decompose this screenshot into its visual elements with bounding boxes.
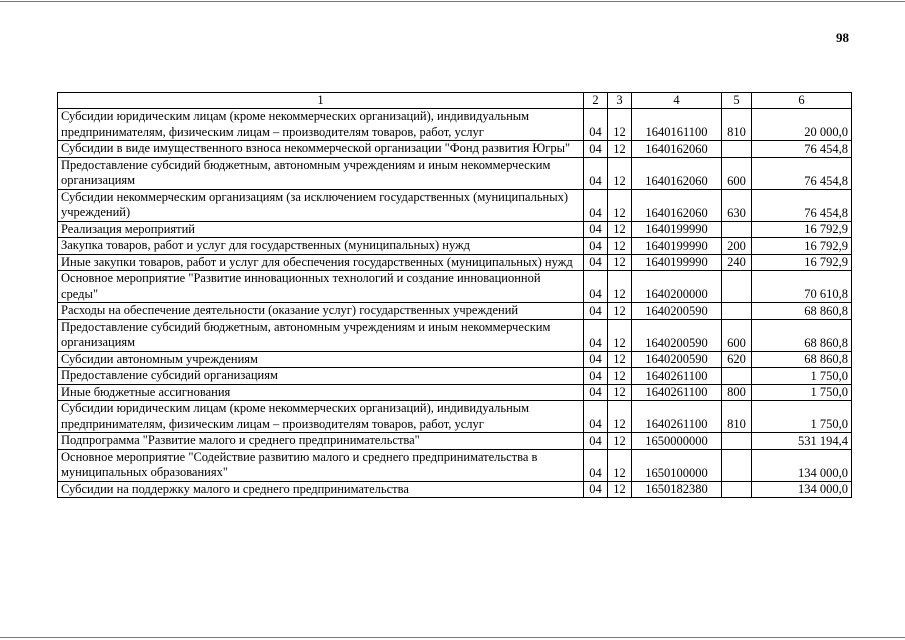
row-name-cell: Подпрограмма "Развитие малого и среднего предпринимательства" — [58, 433, 584, 450]
table-row — [58, 401, 852, 433]
row-subsection-cell: 12 — [608, 189, 632, 221]
row-amount-cell: 1 750,0 — [752, 384, 852, 401]
row-expense-type-cell — [722, 368, 752, 385]
table-row — [58, 254, 852, 271]
row-name-cell: Иные бюджетные ассигнования — [58, 384, 584, 401]
row-expense-type-cell: 600 — [722, 319, 752, 351]
row-section-cell: 04 — [584, 384, 608, 401]
table-row — [58, 271, 852, 303]
row-section-cell: 04 — [584, 368, 608, 385]
row-target-article-cell: 1640199990 — [632, 254, 722, 271]
row-subsection-cell: 12 — [608, 141, 632, 158]
row-amount-cell: 1 750,0 — [752, 368, 852, 385]
scan-edge-bottom — [0, 637, 905, 638]
header-col-4: 4 — [632, 93, 722, 109]
table-row — [58, 449, 852, 481]
row-section-cell: 04 — [584, 189, 608, 221]
row-name-cell: Предоставление субсидий организациям — [58, 368, 584, 385]
row-name-cell: Субсидии на поддержку малого и среднего предпринимательства — [58, 481, 584, 498]
row-section-cell: 04 — [584, 481, 608, 498]
row-expense-type-cell: 240 — [722, 254, 752, 271]
row-target-article-cell: 1640162060 — [632, 189, 722, 221]
row-amount-cell: 1 750,0 — [752, 401, 852, 433]
row-subsection-cell: 12 — [608, 433, 632, 450]
row-section-cell: 04 — [584, 221, 608, 238]
row-expense-type-cell: 800 — [722, 384, 752, 401]
row-subsection-cell: 12 — [608, 368, 632, 385]
row-section-cell: 04 — [584, 319, 608, 351]
table-header-row — [58, 93, 852, 109]
row-section-cell: 04 — [584, 401, 608, 433]
row-section-cell: 04 — [584, 433, 608, 450]
row-expense-type-cell — [722, 449, 752, 481]
row-amount-cell: 70 610,8 — [752, 271, 852, 303]
table-row — [58, 481, 852, 498]
row-target-article-cell: 1640200590 — [632, 303, 722, 320]
row-subsection-cell: 12 — [608, 401, 632, 433]
row-target-article-cell: 1640162060 — [632, 141, 722, 158]
row-name-cell: Закупка товаров, работ и услуг для государственных (муниципальных) нужд — [58, 238, 584, 255]
row-subsection-cell: 12 — [608, 254, 632, 271]
row-name-cell: Иные закупки товаров, работ и услуг для обеспечения государственных (муниципальных) нужд — [58, 254, 584, 271]
row-section-cell: 04 — [584, 449, 608, 481]
row-subsection-cell: 12 — [608, 449, 632, 481]
row-amount-cell: 531 194,4 — [752, 433, 852, 450]
header-col-2: 2 — [584, 93, 608, 109]
row-target-article-cell: 1640199990 — [632, 221, 722, 238]
row-expense-type-cell: 810 — [722, 401, 752, 433]
row-expense-type-cell — [722, 481, 752, 498]
table-row — [58, 368, 852, 385]
page-number: 98 — [836, 30, 849, 45]
row-target-article-cell: 1640261100 — [632, 368, 722, 385]
row-subsection-cell: 12 — [608, 481, 632, 498]
row-target-article-cell: 1640162060 — [632, 157, 722, 189]
budget-table — [57, 92, 852, 498]
row-section-cell: 04 — [584, 254, 608, 271]
row-target-article-cell: 1640261100 — [632, 384, 722, 401]
row-amount-cell: 134 000,0 — [752, 481, 852, 498]
row-amount-cell: 76 454,8 — [752, 189, 852, 221]
row-name-cell: Основное мероприятие "Развитие инновационных технологий и создание инновационной среды" — [58, 271, 584, 303]
table-row — [58, 189, 852, 221]
row-subsection-cell: 12 — [608, 384, 632, 401]
row-section-cell: 04 — [584, 141, 608, 158]
header-col-1: 1 — [58, 93, 584, 109]
row-amount-cell: 68 860,8 — [752, 303, 852, 320]
row-target-article-cell: 1640200000 — [632, 271, 722, 303]
row-expense-type-cell — [722, 221, 752, 238]
row-expense-type-cell: 620 — [722, 351, 752, 368]
row-name-cell: Субсидии в виде имущественного взноса некоммерческой организации "Фонд развития Югры" — [58, 141, 584, 158]
row-name-cell: Расходы на обеспечение деятельности (оказание услуг) государственных учреждений — [58, 303, 584, 320]
row-section-cell: 04 — [584, 351, 608, 368]
row-amount-cell: 68 860,8 — [752, 319, 852, 351]
row-name-cell: Реализация мероприятий — [58, 221, 584, 238]
row-target-article-cell: 1650182380 — [632, 481, 722, 498]
header-col-3: 3 — [608, 93, 632, 109]
row-expense-type-cell — [722, 141, 752, 158]
row-section-cell: 04 — [584, 238, 608, 255]
row-expense-type-cell — [722, 433, 752, 450]
table-row — [58, 433, 852, 450]
row-name-cell: Предоставление субсидий бюджетным, автономным учреждениям и иным некоммерческим организациям — [58, 157, 584, 189]
row-target-article-cell: 1640199990 — [632, 238, 722, 255]
row-expense-type-cell — [722, 271, 752, 303]
table-row — [58, 157, 852, 189]
row-section-cell: 04 — [584, 109, 608, 141]
row-section-cell: 04 — [584, 157, 608, 189]
row-name-cell: Субсидии автономным учреждениям — [58, 351, 584, 368]
row-subsection-cell: 12 — [608, 238, 632, 255]
row-amount-cell: 76 454,8 — [752, 141, 852, 158]
row-expense-type-cell: 200 — [722, 238, 752, 255]
row-target-article-cell: 1650100000 — [632, 449, 722, 481]
row-subsection-cell: 12 — [608, 351, 632, 368]
row-expense-type-cell: 600 — [722, 157, 752, 189]
row-amount-cell: 68 860,8 — [752, 351, 852, 368]
scan-edge-top — [0, 1, 905, 2]
row-name-cell: Предоставление субсидий бюджетным, автономным учреждениям и иным некоммерческим организациям — [58, 319, 584, 351]
table-row — [58, 319, 852, 351]
row-amount-cell: 76 454,8 — [752, 157, 852, 189]
table-row — [58, 141, 852, 158]
row-subsection-cell: 12 — [608, 109, 632, 141]
row-target-article-cell: 1650000000 — [632, 433, 722, 450]
row-subsection-cell: 12 — [608, 319, 632, 351]
row-subsection-cell: 12 — [608, 271, 632, 303]
row-subsection-cell: 12 — [608, 221, 632, 238]
table-row — [58, 238, 852, 255]
row-subsection-cell: 12 — [608, 157, 632, 189]
row-amount-cell: 16 792,9 — [752, 254, 852, 271]
row-target-article-cell: 1640200590 — [632, 319, 722, 351]
row-subsection-cell: 12 — [608, 303, 632, 320]
row-name-cell: Субсидии юридическим лицам (кроме некоммерческих организаций), индивидуальным предпринимателям, физическим лицам – производителям товаров, работ, услуг — [58, 401, 584, 433]
row-name-cell: Субсидии юридическим лицам (кроме некоммерческих организаций), индивидуальным предпринимателям, физическим лицам – производителям товаров, работ, услуг — [58, 109, 584, 141]
row-name-cell: Основное мероприятие "Содействие развитию малого и среднего предпринимательства в муниципальных образованиях" — [58, 449, 584, 481]
header-col-5: 5 — [722, 93, 752, 109]
row-name-cell: Субсидии некоммерческим организациям (за исключением государственных (муниципальных) учреждений) — [58, 189, 584, 221]
row-target-article-cell: 1640161100 — [632, 109, 722, 141]
table-row — [58, 303, 852, 320]
row-amount-cell: 16 792,9 — [752, 238, 852, 255]
row-target-article-cell: 1640261100 — [632, 401, 722, 433]
row-expense-type-cell — [722, 303, 752, 320]
row-target-article-cell: 1640200590 — [632, 351, 722, 368]
row-amount-cell: 20 000,0 — [752, 109, 852, 141]
row-section-cell: 04 — [584, 303, 608, 320]
row-amount-cell: 134 000,0 — [752, 449, 852, 481]
row-expense-type-cell: 810 — [722, 109, 752, 141]
table-row — [58, 221, 852, 238]
row-amount-cell: 16 792,9 — [752, 221, 852, 238]
row-expense-type-cell: 630 — [722, 189, 752, 221]
table-row — [58, 109, 852, 141]
header-col-6: 6 — [752, 93, 852, 109]
table-row — [58, 351, 852, 368]
table-row — [58, 384, 852, 401]
row-section-cell: 04 — [584, 271, 608, 303]
